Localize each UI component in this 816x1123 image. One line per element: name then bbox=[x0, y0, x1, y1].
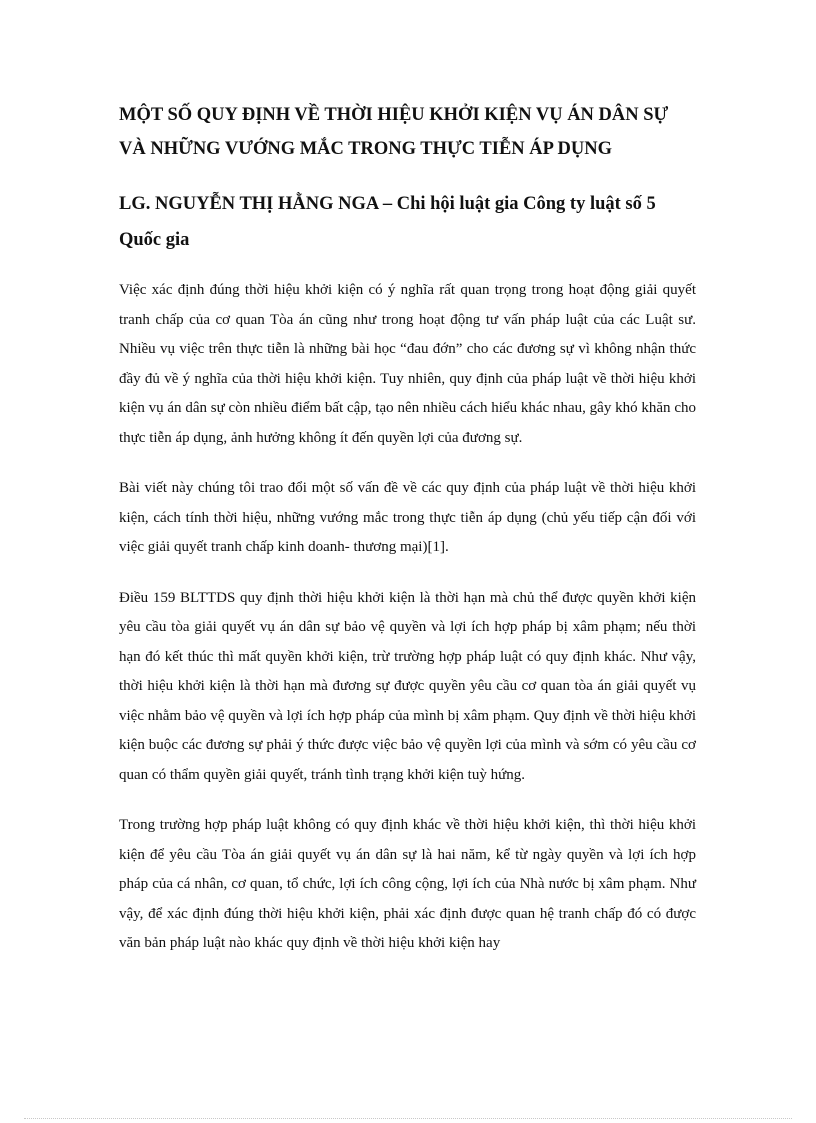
paragraph-2: Bài viết này chúng tôi trao đổi một số vấn đề về các quy định của pháp luật về thời hiệu khởi kiện, cách tính thời hiệu, những vướng mắc trong thực tiễn áp dụng (chủ yếu tiếp cận đối với việc giải quyết tranh chấp kinh doanh- thương mại)[1]. bbox=[119, 480, 696, 555]
document-author: LG. NGUYỄN THỊ HẰNG NGA – Chi hội luật gia Công ty luật số 5 Quốc gia bbox=[119, 194, 656, 250]
paragraph-4: Trong trường hợp pháp luật không có quy định khác về thời hiệu khởi kiện, thì thời hiệu khởi kiện để yêu cầu Tòa án giải quyết vụ án dân sự là hai năm, kể từ ngày quyền và lợi ích hợp pháp của cá nhân, cơ quan, tổ chức, lợi ích công cộng, lợi ích của Nhà nước bị xâm phạm. Như vậy, để xác định đúng thời hiệu khởi kiện, phải xác định được quan hệ tranh chấp đó có được văn bản pháp luật nào khác quy định về thời hiệu khởi kiện hay bbox=[119, 817, 696, 951]
document-body bbox=[119, 98, 696, 980]
document-title: MỘT SỐ QUY ĐỊNH VỀ THỜI HIỆU KHỞI KIỆN VỤ ÁN DÂN SỰ VÀ NHỮNG VƯỚNG MẮC TRONG THỰC TIỄN ÁP DỤNG bbox=[119, 105, 669, 159]
page-bottom-divider bbox=[24, 1118, 792, 1119]
paragraph-1: Việc xác định đúng thời hiệu khởi kiện có ý nghĩa rất quan trọng trong hoạt động giải quyết tranh chấp của cơ quan Tòa án cũng như trong hoạt động tư vấn pháp luật của các Luật sư. Nhiều vụ việc trên thực tiễn là những bài học “đau đớn” cho các đương sự vì không nhận thức đầy đủ về ý nghĩa của thời hiệu khởi kiện. Tuy nhiên, quy định của pháp luật về thời hiệu khởi kiện vụ án dân sự còn nhiều điểm bất cập, tạo nên nhiều cách hiểu khác nhau, gây khó khăn cho thực tiễn áp dụng, ảnh hưởng không ít đến quyền lợi của đương sự. bbox=[119, 282, 696, 446]
paragraph-3: Điều 159 BLTTDS quy định thời hiệu khởi kiện là thời hạn mà chủ thể được quyền khởi kiện yêu cầu tòa giải quyết vụ án dân sự bảo vệ quyền và lợi ích hợp pháp bị xâm phạm; nếu thời hạn đó kết thúc thì mất quyền khởi kiện, trừ trường hợp pháp luật có quy định khác. Như vậy, thời hiệu khởi kiện là thời hạn mà đương sự được quyền yêu cầu cơ quan tòa án giải quyết vụ việc nhằm bảo vệ quyền và lợi ích hợp pháp của mình bị xâm phạm. Quy định về thời hiệu khởi kiện buộc các đương sự phải ý thức được việc bảo vệ quyền lợi của mình và sớm có yêu cầu cơ quan có thẩm quyền giải quyết, tránh tình trạng khởi kiện tuỳ hứng. bbox=[119, 589, 696, 783]
